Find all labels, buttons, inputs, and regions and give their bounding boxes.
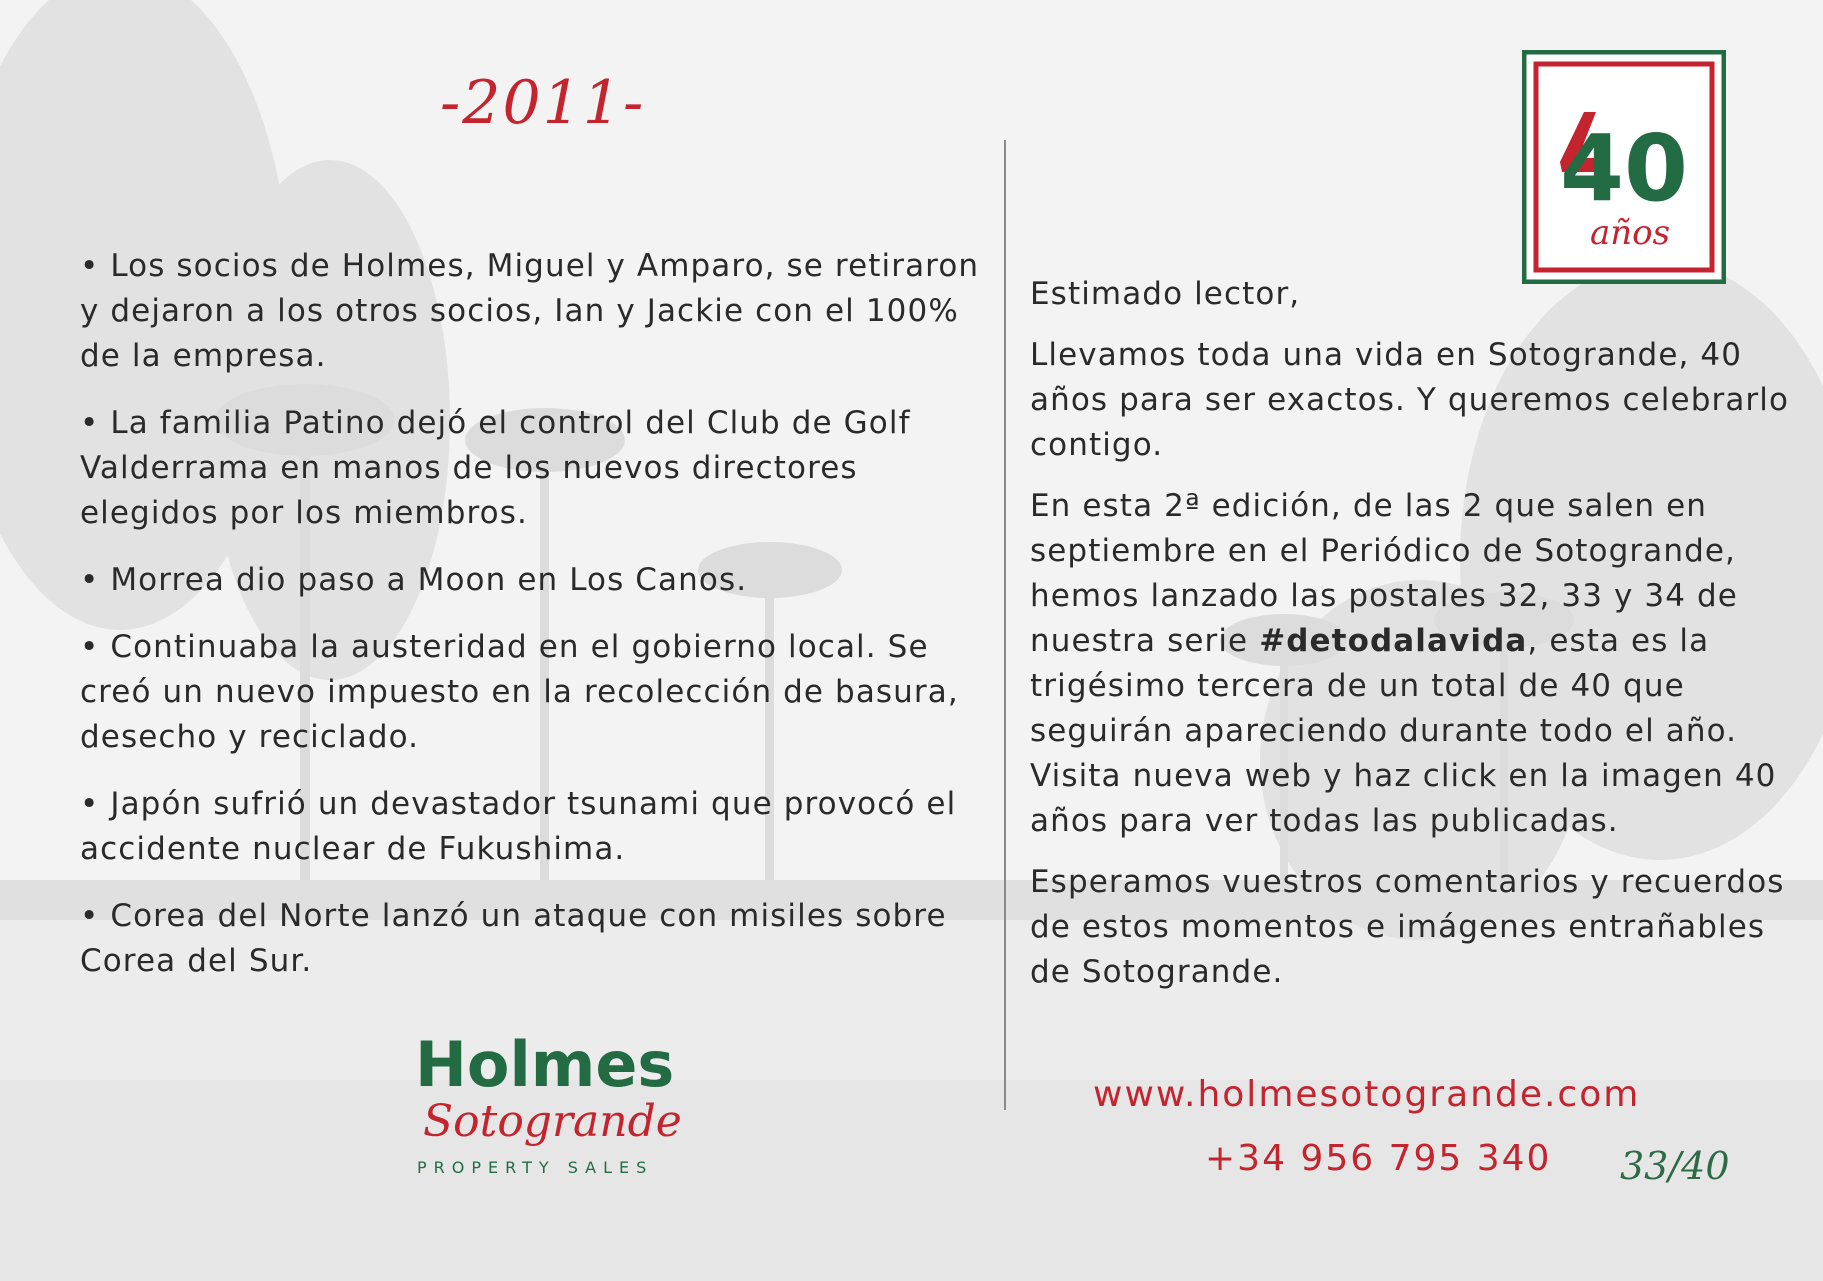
- hashtag: #detodalavida: [1259, 623, 1528, 659]
- list-item: • Continuaba la austeridad en el gobierno local. Se creó un nuevo impuesto en la recolección de basura, desecho y reciclado.: [80, 629, 959, 755]
- letter-greeting: Estimado lector,: [1030, 276, 1301, 312]
- badge-word: años: [1589, 213, 1671, 253]
- logo-holmes: Holmes: [415, 1028, 675, 1101]
- letter-paragraph: Esperamos vuestros comentarios y recuerdos de estos momentos e imágenes entrañables de Sotogrande.: [1030, 864, 1785, 990]
- logo-sotogrande: Sotogrande: [423, 1096, 682, 1147]
- badge-number: 40: [1559, 115, 1689, 222]
- list-item: • La familia Patino dejó el control del Club de Golf Valderrama en manos de los nuevos directores elegidos por los miembros.: [80, 405, 911, 531]
- holmes-logo: [415, 1030, 685, 1190]
- year-heading: -2011-: [440, 68, 646, 138]
- letter-body: [1030, 272, 1800, 1011]
- letter-paragraph: Llevamos toda una vida en Sotogrande, 40 años para ser exactos. Y queremos celebrarlo contigo.: [1030, 337, 1790, 463]
- list-item: • Japón sufrió un devastador tsunami que provocó el accidente nuclear de Fukushima.: [80, 786, 957, 867]
- list-item: • Corea del Norte lanzó un ataque con misiles sobre Corea del Sur.: [80, 898, 947, 979]
- phone-number: +34 956 795 340: [1205, 1138, 1552, 1179]
- list-item: • Los socios de Holmes, Miguel y Amparo, se retiraron y dejaron a los otros socios, Ian y Jackie con el 100% de la empresa.: [80, 248, 980, 374]
- letter-text: , esta es la trigésimo tercera de un total de 40 que seguirán apareciendo durante todo el año. Visita nueva web y haz click en la imagen 40 años para ver todas las publicadas.: [1030, 623, 1777, 839]
- events-list: [80, 244, 980, 1006]
- letter-text: En esta 2ª edición, de las 2 que salen en septiembre en el Periódico de Sotogrande, hemos lanzado las postales 32, 33 y 34 de nuestra serie: [1030, 488, 1738, 659]
- website-link[interactable]: www.holmesotogrande.com: [1093, 1074, 1641, 1115]
- page-number: 33/40: [1620, 1144, 1730, 1188]
- letter-paragraph: [1030, 484, 1800, 844]
- column-divider: [1004, 140, 1006, 1110]
- anniversary-badge: [1522, 50, 1726, 284]
- logo-property-sales: PROPERTY SALES: [417, 1158, 654, 1177]
- list-item: • Morrea dio paso a Moon en Los Canos.: [80, 562, 748, 598]
